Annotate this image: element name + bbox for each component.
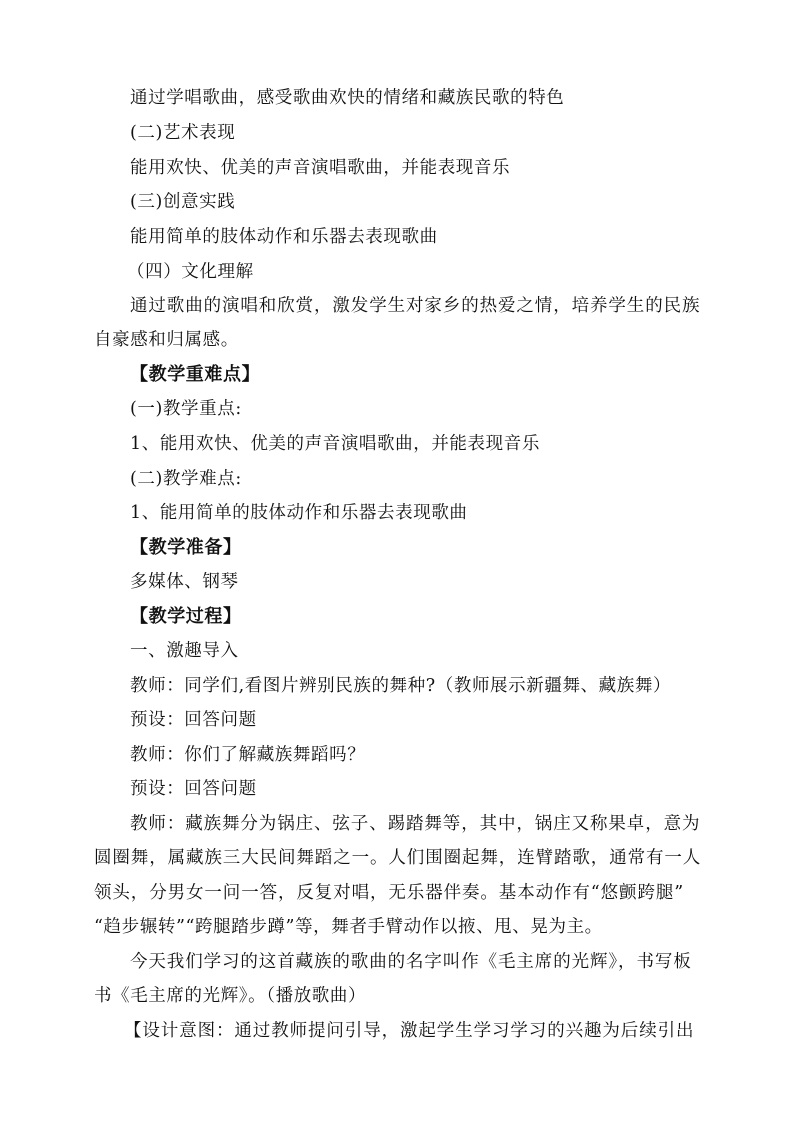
goal-aesthetic-text: 通过学唱歌曲，感受歌曲欢快的情绪和藏族民歌的特色 (130, 88, 565, 108)
subheading-key-points: (一)教学重点: (130, 399, 242, 419)
song-intro-line-2: 书《毛主席的光辉》。（播放歌曲） (94, 986, 367, 1006)
goal-cultural-text-line-2: 自豪感和归属感。 (94, 330, 239, 350)
teacher-explanation-line-1: 教师：藏族舞分为锅庄、弦子、踢踏舞等，其中，锅庄又称果卓，意为 (130, 814, 701, 834)
song-intro-line-1: 今天我们学习的这首藏族的歌曲的名字叫作《毛主席的光辉》，书写板 (130, 952, 692, 972)
preset-line-2: 预设：回答问题 (130, 779, 257, 799)
section-cultural-understanding: （四）文化理解 (127, 262, 254, 282)
step-introduction-title: 一、激趣导入 (130, 641, 239, 661)
teacher-line-2: 教师：你们了解藏族舞蹈吗？ (130, 745, 366, 765)
section-art-expression: (二)艺术表现 (130, 123, 236, 143)
section-creative-practice: (三)创意实践 (130, 192, 236, 212)
goal-cultural-text-line-1: 通过歌曲的演唱和欣赏，激发学生对家乡的热爱之情，培养学生的民族 (130, 296, 701, 316)
teacher-explanation-line-4: “趋步辗转”“跨腿踏步蹲”等，舞者手臂动作以掖、甩、晃为主。 (94, 917, 603, 937)
heading-key-difficult-points: 【教学重难点】 (130, 364, 261, 385)
goal-creative-practice-text: 能用简单的肢体动作和乐器去表现歌曲 (130, 227, 438, 247)
teacher-line-1: 教师：同学们,看图片辨别民族的舞种?（教师展示新疆舞、藏族舞） (130, 676, 672, 696)
teacher-explanation-line-2: 圆圈舞，属藏族三大民间舞蹈之一。人们围圈起舞，连臂踏歌，通常有一人 (94, 848, 702, 868)
key-point-item-1: 1、能用欢快、优美的声音演唱歌曲，并能表现音乐 (130, 434, 540, 454)
design-intent-line-1: 【设计意图：通过教师提问引导，激起学生学习学习的兴趣为后续引出 (124, 1021, 695, 1041)
teacher-explanation-line-3: 领头，分男女一问一答，反复对唱，无乐器伴奏。基本动作有“悠颤跨腿” (94, 883, 685, 903)
preset-line-1: 预设：回答问题 (130, 710, 257, 730)
heading-teaching-preparation: 【教学准备】 (130, 537, 242, 558)
preparation-text: 多媒体、钢琴 (130, 572, 239, 592)
difficult-point-item-1: 1、能用简单的肢体动作和乐器去表现歌曲 (130, 503, 468, 523)
goal-art-expression-text: 能用欢快、优美的声音演唱歌曲，并能表现音乐 (130, 158, 511, 178)
heading-teaching-process: 【教学过程】 (130, 606, 242, 627)
subheading-difficult-points: (二)教学难点: (130, 469, 242, 489)
